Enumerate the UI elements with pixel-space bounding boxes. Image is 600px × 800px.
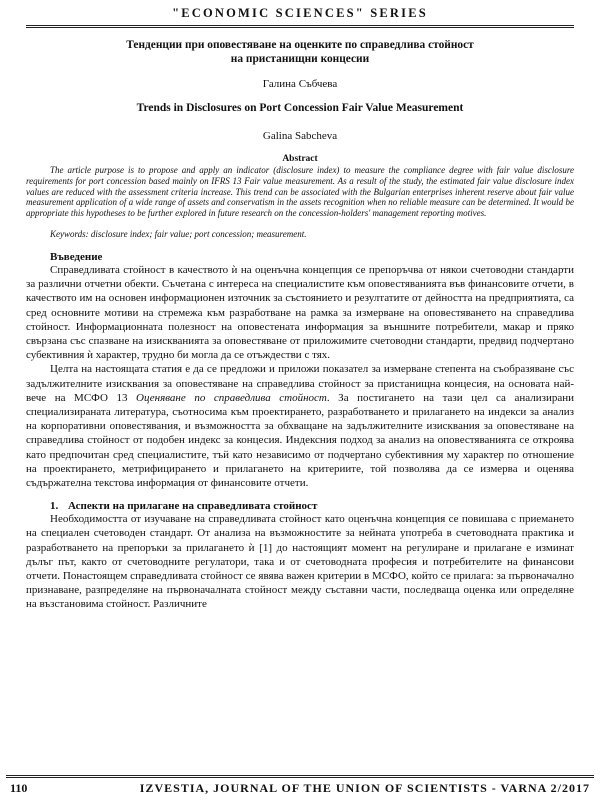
title-bg-line-1: Тенденции при оповестяване на оценките по справедлива стойност	[126, 39, 474, 51]
page-footer	[6, 775, 594, 798]
abstract-text: The article purpose is to propose and apply an indicator (disclosure index) to measure the compliance degree with fair value disclosure requirements for port concession based mainly on IFRS 13 Fair value measurement. As a result of the study, the estimated fair value disclosure index values are reduced with the assessment criteria increase. This trend can be associated with the Bulgarian enterprises inherent reserve about fair value measurement application of a wide range of assets and conservatism in the assets recognition when no reliable measure can be determined. It would be appropriate this hypotheses to be further explored in future research on the concession-holders' management reporting motives.	[26, 165, 574, 219]
section-1-number: 1.	[50, 500, 59, 513]
series-header: "ECONOMIC SCIENCES" SERIES	[26, 6, 574, 28]
intro-p2-part-b: . За постигането на тази цел са анализирани специализираната литература, съотносима към проектирането, разработването и прилагането на индекси за анализ на корпоративни оповестявания, и възможността за обхващане на задължителните изисквания за оповестяване на справедлива стойност от подобен индекс за концесия. Индексния подход за анализ на оповестяванията се откроява като предпочитан сред специалистите, тъй като независимо от подчертано субективния му характер по отношение на проектирането, метрифицирането и прилагането на критериите, той позволява да се измерва и оценява съдържателна текстова информация от финансовите отчети.	[26, 391, 574, 490]
journal-name: IZVESTIA, JOURNAL OF THE UNION OF SCIENTISTS - VARNA 2/2017	[139, 781, 590, 795]
intro-p2-part-a: Целта на настоящата статия е да се предложи и приложи показател за измерване степента на съобразяване със задължителните изисквания за оповестяване на справедлива стойност за пристанищна концесия, на основата най-вече на МСФО 13	[26, 363, 574, 404]
author-bulgarian: Галина Събчева	[262, 78, 338, 90]
article-body	[26, 30, 574, 612]
page-number: 110	[10, 781, 28, 795]
section-1-title: Аспекти на прилагане на справедливата стойност	[68, 500, 318, 513]
intro-p2-standard-name: Оценяване по справедлива стойност	[136, 391, 327, 404]
article-title-bulgarian	[26, 38, 574, 66]
intro-paragraph-2	[26, 362, 574, 490]
title-bg-line-2: на пристанищни концесии	[230, 53, 370, 65]
keywords: Keywords: disclosure index; fair value; port concession; measurement.	[50, 228, 307, 239]
abstract-heading: Abstract	[282, 154, 318, 164]
intro-heading: Въведение	[50, 250, 103, 263]
section-1-paragraph-1: Необходимостта от изучаване на справедливата стойност като оценъчна концепция се повишава с приемането на специален счетоводен стандарт. От анализа на възможностите за нейната употреба в счетоводната практика и разработването на препоръки за прилагането ѝ [1] до настоящият момент на регулиране и прилагане е изминат дълъг път, както от счетоводните регулатори, така и от счетоводната професия и потребителите на финансови отчети. Понастоящем справедливата стойност се явява важен критерии в МСФО, който се прилага: за първоначално признаване, разпределяне на първоначалната стойност между съставни части, последваща оценка или определяне на възстановима стойност. Различните	[26, 513, 574, 611]
article-title-english: Trends in Disclosures on Port Concession Fair Value Measurement	[136, 102, 464, 114]
section-1-heading	[26, 500, 574, 512]
intro-paragraph-1: Справедливата стойност в качеството ѝ на оценъчна концепция се препоръчва от някои счетоводни стандарти за различни отчетни обекти. Съчетана с интереса на специалистите към оповестяванията във финансовите отчети, в качеството им на основен информационен източник за състоянието и резултатите от дейността на предприятията, са сред основните мотиви на стремежа към разработване на рамка за измерване на оповестяването на справедлива стойност. Информационната полезност на оповестената информация за външните потребители, макар и пряко свързана със спазване на изискванията за оповестяване от приложимите счетоводни стандарти, предвид подчертано субективния ѝ характер, трудно би могла да се отъждестви с тях.	[26, 263, 574, 362]
author-english: Galina Sabcheva	[262, 130, 338, 142]
